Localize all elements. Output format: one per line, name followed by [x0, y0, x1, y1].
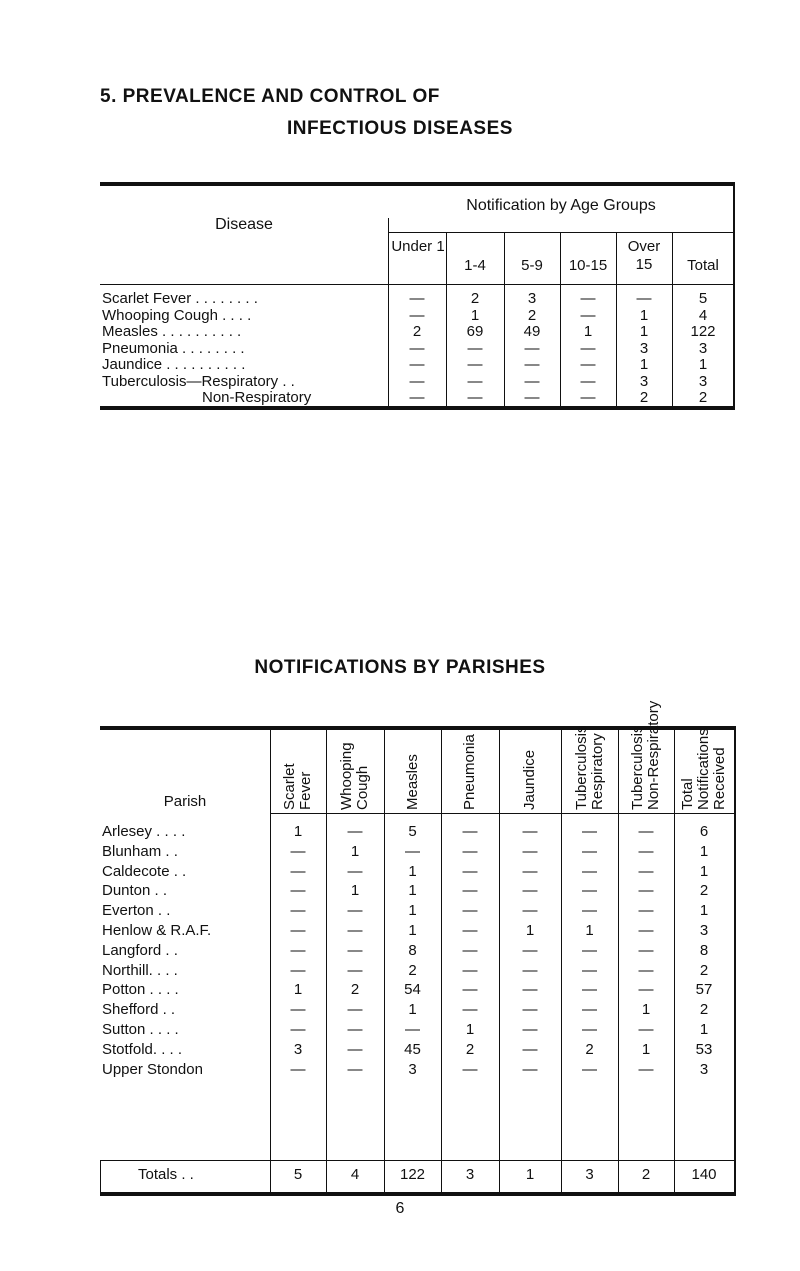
- parish-cell: —: [638, 862, 654, 880]
- parish-cell: —: [638, 1021, 654, 1038]
- parish-cell: —: [462, 823, 478, 840]
- parish-row-label: Shefford . .: [102, 1001, 176, 1019]
- age-group-cell: —: [467, 389, 483, 406]
- parish-cell: 1: [699, 862, 709, 880]
- page-number: 6: [395, 1200, 405, 1217]
- parish-total-cell: 3: [585, 1166, 594, 1183]
- parish-cell: —: [638, 941, 654, 959]
- parish-total-cell: 122: [399, 1166, 426, 1183]
- parish-cell: —: [290, 842, 306, 860]
- age-group-cell: —: [409, 389, 425, 406]
- age-group-cell: —: [580, 290, 596, 307]
- age-group-cell: 2: [470, 290, 480, 307]
- parish-cell: —: [522, 823, 538, 840]
- disease-row-label: Measles . . . . . . . . . .: [102, 323, 242, 340]
- parish-total-cell: 4: [350, 1166, 360, 1183]
- parish-cell: —: [347, 902, 363, 920]
- age-group-cell: 1: [639, 323, 649, 340]
- parish-cell: —: [347, 1001, 363, 1019]
- parish-cell: —: [290, 961, 306, 979]
- parish-cell: —: [462, 902, 478, 920]
- parish-cell: —: [462, 1060, 478, 1078]
- age-group-cell: 1: [583, 323, 593, 340]
- parish-column-header-line: Measles: [404, 754, 421, 810]
- parish-cell: 2: [585, 1040, 594, 1058]
- parish-cell: 3: [699, 1060, 709, 1078]
- parish-cell: 1: [350, 842, 360, 860]
- parish-cell: —: [290, 922, 306, 939]
- age-group-cell: —: [467, 356, 483, 373]
- parish-cell: 1: [699, 842, 709, 860]
- age-header-10-15: 10-15: [568, 257, 608, 274]
- parish-cell: 57: [695, 981, 713, 999]
- age-group-cell: —: [580, 339, 596, 357]
- parish-cell: —: [638, 882, 654, 900]
- parish-cell: —: [347, 922, 363, 939]
- parish-row-label: Dunton . .: [102, 882, 168, 900]
- parish-cell: 1: [408, 882, 417, 900]
- parish-cell: —: [347, 862, 363, 880]
- parish-cell: —: [638, 823, 654, 840]
- parish-cell: —: [462, 1001, 478, 1019]
- parish-cell: —: [462, 981, 478, 999]
- age-group-cell: —: [580, 389, 596, 406]
- parish-cell: —: [522, 1060, 538, 1078]
- age-group-cell: —: [524, 372, 540, 390]
- parish-cell: 1: [293, 981, 303, 999]
- parish-total-cell: 140: [691, 1166, 717, 1183]
- parish-cell: —: [290, 941, 306, 959]
- parish-column-header-line: Tuberculosis: [573, 725, 590, 810]
- parish-cell: —: [462, 922, 478, 939]
- parish-cell: —: [405, 842, 420, 860]
- parish-total-cell: 3: [465, 1166, 475, 1183]
- parish-row-label: Upper Stondon: [102, 1060, 203, 1078]
- parish-row-label: Northill. . . .: [102, 961, 178, 979]
- parish-column-header-line: Scarlet: [281, 763, 298, 810]
- parish-cell: —: [522, 842, 538, 860]
- age-group-cell: 69: [466, 323, 484, 340]
- parish-cell: —: [582, 823, 597, 840]
- parish-cell: —: [462, 882, 478, 900]
- age-group-cell: 122: [690, 323, 716, 340]
- parish-cell: 2: [699, 882, 709, 900]
- parish-row-label: Potton . . . .: [102, 981, 179, 999]
- parish-cell: —: [582, 1060, 597, 1078]
- parish-cell: —: [582, 1021, 597, 1038]
- age-header-over-15: Over 15: [627, 238, 661, 273]
- parish-row-label: Henlow & R.A.F.: [102, 922, 212, 939]
- parish-cell: —: [638, 902, 654, 920]
- parish-cell: —: [290, 862, 306, 880]
- parish-cell: —: [522, 882, 538, 900]
- parish-cell: —: [582, 882, 597, 900]
- disease-row-label: Jaundice . . . . . . . . . .: [102, 356, 246, 373]
- age-group-cell: 1: [639, 306, 649, 324]
- parish-column-header: Parish: [163, 793, 207, 810]
- disease-column-header: Disease: [215, 216, 273, 233]
- parish-cell: —: [290, 882, 306, 900]
- age-group-cell: 1: [470, 306, 480, 324]
- parish-column-header-line: Jaundice: [521, 749, 538, 810]
- age-group-cell: 2: [639, 389, 649, 406]
- parish-column-header-line: Tuberculosis: [629, 725, 646, 810]
- parish-cell: 3: [699, 922, 709, 939]
- parish-cell: 1: [408, 922, 417, 939]
- parish-cell: —: [462, 842, 478, 860]
- disease-row-label: Non-Respiratory: [202, 389, 312, 406]
- parish-total-cell: 1: [525, 1166, 535, 1183]
- parish-column-header-line: Whooping: [338, 742, 355, 810]
- age-header-under-1: Under 1: [391, 238, 445, 255]
- parish-cell: —: [522, 941, 538, 959]
- parish-cell: —: [522, 961, 538, 979]
- parish-cell: —: [405, 1021, 420, 1038]
- parish-cell: 1: [699, 902, 709, 920]
- parish-cell: —: [522, 1001, 538, 1019]
- parish-cell: 3: [293, 1040, 303, 1058]
- parish-cell: 8: [408, 941, 417, 959]
- age-group-cell: 2: [412, 323, 422, 340]
- parish-cell: —: [462, 941, 478, 959]
- disease-row-label: Scarlet Fever . . . . . . . .: [102, 290, 258, 307]
- age-group-cell: 2: [698, 389, 708, 406]
- age-group-cell: —: [524, 339, 540, 357]
- parish-cell: —: [638, 842, 654, 860]
- parish-column-header-line: Notifications: [695, 728, 712, 810]
- parish-section-title: NOTIFICATIONS BY PARISHES: [254, 657, 546, 678]
- parish-cell: —: [347, 1060, 363, 1078]
- parish-row-label: Arlesey . . . .: [102, 823, 186, 840]
- parish-cell: 3: [408, 1060, 417, 1078]
- parish-cell: —: [347, 1040, 363, 1058]
- parish-cell: —: [347, 941, 363, 959]
- age-group-cell: 3: [639, 372, 649, 390]
- age-groups-header: Notification by Age Groups: [466, 197, 656, 214]
- parish-column-header-line: Fever: [297, 771, 314, 810]
- parish-row-label: Stotfold. . . .: [102, 1040, 183, 1058]
- parish-column-header-line: Respiratory: [589, 733, 606, 810]
- parish-cell: —: [638, 922, 654, 939]
- parish-cell: —: [290, 1001, 306, 1019]
- section-title-line1: 5. PREVALENCE AND CONTROL OF: [100, 86, 440, 107]
- age-group-cell: —: [409, 372, 425, 390]
- parish-cell: —: [290, 1021, 306, 1038]
- age-header-1-4: 1-4: [464, 257, 486, 274]
- parish-column-header-line: Received: [711, 747, 728, 810]
- age-group-cell: 2: [527, 306, 537, 324]
- parish-cell: —: [582, 941, 597, 959]
- parish-cell: —: [582, 961, 597, 979]
- parish-cell: 1: [525, 922, 535, 939]
- parish-cell: 2: [699, 1001, 709, 1019]
- parish-cell: 1: [408, 902, 417, 920]
- parish-row-label: Langford . .: [102, 941, 178, 959]
- parish-cell: —: [347, 823, 363, 840]
- parish-total-cell: 5: [293, 1166, 303, 1183]
- parish-cell: —: [582, 842, 597, 860]
- parish-cell: —: [347, 961, 363, 979]
- age-group-cell: —: [409, 339, 425, 357]
- parish-column-header-line: Non-Respiratory: [645, 700, 662, 810]
- age-group-cell: —: [580, 306, 596, 324]
- parish-row-label: Sutton . . . .: [102, 1021, 179, 1038]
- parish-cell: —: [522, 1021, 538, 1038]
- parish-cell: 5: [408, 823, 417, 840]
- parish-cell: 53: [695, 1040, 713, 1058]
- age-group-cell: 3: [698, 339, 708, 357]
- parish-cell: —: [522, 1040, 538, 1058]
- age-header-total: Total: [687, 257, 719, 274]
- parish-cell: 6: [699, 823, 709, 840]
- age-group-cell: 1: [698, 356, 708, 373]
- age-group-cell: 3: [698, 372, 708, 390]
- age-group-cell: 1: [639, 356, 649, 373]
- totals-label: Totals . .: [138, 1166, 194, 1183]
- parish-cell: 54: [404, 981, 421, 999]
- age-header-5-9: 5-9: [521, 257, 543, 274]
- age-group-cell: —: [467, 372, 483, 390]
- parish-cell: 1: [641, 1001, 651, 1019]
- age-group-cell: 5: [698, 290, 708, 307]
- parish-cell: 1: [641, 1040, 651, 1058]
- parish-row-label: Caldecote . .: [102, 862, 187, 880]
- disease-row-label: Whooping Cough . . . .: [102, 306, 252, 324]
- parish-total-cell: 2: [641, 1166, 651, 1183]
- age-group-cell: —: [409, 290, 425, 307]
- age-group-cell: —: [524, 389, 540, 406]
- parish-cell: 2: [408, 961, 417, 979]
- age-group-cell: 49: [523, 323, 541, 340]
- parish-row-label: Everton . .: [102, 902, 171, 920]
- parish-cell: 2: [699, 961, 709, 979]
- parish-cell: —: [582, 1001, 597, 1019]
- parish-cell: —: [582, 981, 597, 999]
- parish-cell: 2: [465, 1040, 475, 1058]
- parish-cell: —: [462, 961, 478, 979]
- parish-cell: —: [522, 902, 538, 920]
- parish-cell: 1: [699, 1021, 709, 1038]
- parish-cell: —: [638, 1060, 654, 1078]
- parish-cell: 1: [465, 1021, 475, 1038]
- age-group-cell: —: [467, 339, 483, 357]
- parish-cell: —: [290, 902, 306, 920]
- parish-cell: —: [347, 1021, 363, 1038]
- parish-cell: —: [290, 1060, 306, 1078]
- age-group-cell: —: [409, 356, 425, 373]
- age-group-cell: —: [409, 306, 425, 324]
- parish-cell: —: [582, 862, 597, 880]
- parish-cell: —: [582, 902, 597, 920]
- parish-cell: 1: [293, 823, 303, 840]
- parish-cell: —: [638, 981, 654, 999]
- parish-cell: 8: [699, 941, 709, 959]
- parish-cell: 45: [404, 1040, 421, 1058]
- parish-cell: 1: [350, 882, 360, 900]
- age-group-cell: 3: [527, 290, 537, 307]
- disease-row-label: Tuberculosis—Respiratory . .: [102, 372, 295, 390]
- age-group-cell: 3: [639, 339, 649, 357]
- parish-column-header-line: Pneumonia: [461, 734, 478, 810]
- age-group-cell: —: [580, 356, 596, 373]
- parish-cell: —: [638, 961, 654, 979]
- parish-row-label: Blunham . .: [102, 842, 178, 860]
- age-group-cell: —: [524, 356, 540, 373]
- parish-column-header-line: Cough: [354, 765, 371, 810]
- parish-cell: 1: [585, 922, 594, 939]
- age-group-cell: —: [636, 290, 652, 307]
- parish-column-header-line: Total: [679, 778, 696, 810]
- parish-cell: —: [522, 981, 538, 999]
- parish-cell: 1: [408, 1001, 417, 1019]
- section-title-line2: INFECTIOUS DISEASES: [287, 118, 513, 139]
- disease-row-label: Pneumonia . . . . . . . .: [102, 339, 245, 357]
- parish-cell: —: [522, 862, 538, 880]
- age-group-cell: 4: [698, 306, 708, 324]
- age-group-cell: —: [580, 372, 596, 390]
- parish-cell: 2: [350, 981, 360, 999]
- parish-cell: —: [462, 862, 478, 880]
- parish-cell: 1: [408, 862, 417, 880]
